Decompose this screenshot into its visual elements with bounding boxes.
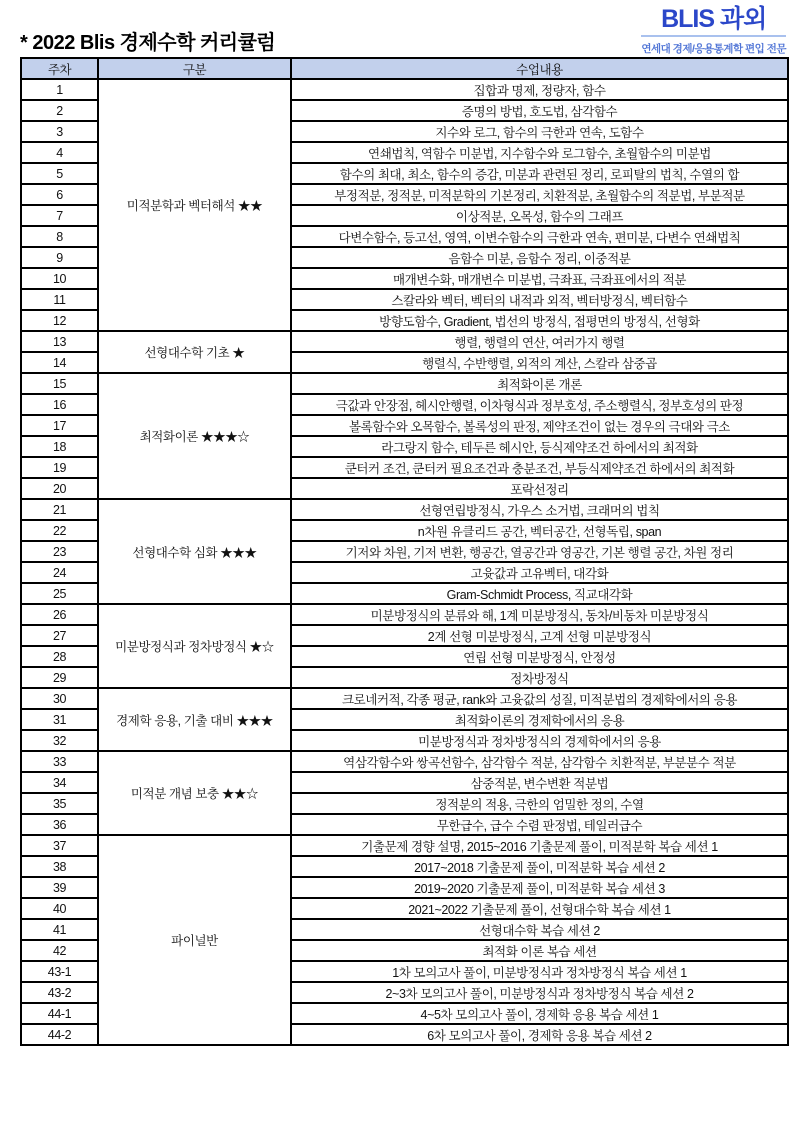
week-cell: 43-2 <box>21 982 98 1003</box>
category-cell: 미적분학과 벡터해석 ★★ <box>98 79 291 331</box>
week-cell: 10 <box>21 268 98 289</box>
category-cell: 선형대수학 기초 ★ <box>98 331 291 373</box>
content-cell: 스칼라와 벡터, 벡터의 내적과 외적, 벡터방정식, 벡터함수 <box>291 289 788 310</box>
content-cell: 기출문제 경향 설명, 2015~2016 기출문제 풀이, 미적분학 복습 세션 1 <box>291 835 788 856</box>
content-cell: Gram-Schmidt Process, 직교대각화 <box>291 583 788 604</box>
content-cell: 다변수함수, 등고선, 영역, 이변수함수의 극한과 연속, 편미분, 다변수 연쇄법칙 <box>291 226 788 247</box>
content-cell: 선형연립방정식, 가우스 소거법, 크래머의 법칙 <box>291 499 788 520</box>
content-cell: 미분방정식과 정차방정식의 경제학에서의 응용 <box>291 730 788 751</box>
content-cell: 6차 모의고사 풀이, 경제학 응용 복습 세션 2 <box>291 1024 788 1045</box>
week-cell: 44-2 <box>21 1024 98 1045</box>
content-cell: 포락선정리 <box>291 478 788 499</box>
content-cell: 극값과 안장점, 헤시안행렬, 이차형식과 정부호성, 주소행렬식, 정부호성의 판정 <box>291 394 788 415</box>
content-cell: 쿤터커 조건, 쿤터커 필요조건과 충분조건, 부등식제약조건 하에서의 최적화 <box>291 457 788 478</box>
content-cell: 볼록함수와 오목함수, 볼록성의 판정, 제약조건이 없는 경우의 극대와 극소 <box>291 415 788 436</box>
week-cell: 27 <box>21 625 98 646</box>
page-header <box>0 0 800 57</box>
content-cell: 지수와 로그, 함수의 극한과 연속, 도함수 <box>291 121 788 142</box>
week-cell: 33 <box>21 751 98 772</box>
week-cell: 29 <box>21 667 98 688</box>
week-cell: 20 <box>21 478 98 499</box>
content-cell: 행렬, 행렬의 연산, 여러가지 행렬 <box>291 331 788 352</box>
content-cell: 정적분의 적용, 극한의 엄밀한 정의, 수열 <box>291 793 788 814</box>
week-cell: 1 <box>21 79 98 100</box>
week-cell: 7 <box>21 205 98 226</box>
week-cell: 2 <box>21 100 98 121</box>
content-cell: 1차 모의고사 풀이, 미분방정식과 정차방정식 복습 세션 1 <box>291 961 788 982</box>
week-cell: 17 <box>21 415 98 436</box>
table-row <box>21 604 788 625</box>
week-cell: 44-1 <box>21 1003 98 1024</box>
table-header-row <box>21 58 788 79</box>
content-cell: 함수의 최대, 최소, 함수의 증감, 미분과 관련된 정리, 로피탈의 법칙, 수열의 합 <box>291 163 788 184</box>
table-row <box>21 499 788 520</box>
week-cell: 30 <box>21 688 98 709</box>
week-cell: 34 <box>21 772 98 793</box>
content-cell: 기저와 차원, 기저 변환, 행공간, 열공간과 영공간, 기본 행렬 공간, 차원 정리 <box>291 541 788 562</box>
week-cell: 31 <box>21 709 98 730</box>
brand-logo <box>641 6 786 56</box>
week-cell: 39 <box>21 877 98 898</box>
week-cell: 22 <box>21 520 98 541</box>
table-row <box>21 79 788 100</box>
curriculum-table <box>20 57 789 1046</box>
content-cell: 라그랑지 함수, 테두른 헤시안, 등식제약조건 하에서의 최적화 <box>291 436 788 457</box>
content-cell: 삼중적분, 변수변환 적분법 <box>291 772 788 793</box>
week-cell: 38 <box>21 856 98 877</box>
content-cell: 2~3차 모의고사 풀이, 미분방정식과 정차방정식 복습 세션 2 <box>291 982 788 1003</box>
week-cell: 4 <box>21 142 98 163</box>
week-cell: 11 <box>21 289 98 310</box>
week-cell: 6 <box>21 184 98 205</box>
content-cell: 행렬식, 수반행렬, 외적의 계산, 스칼라 삼중곱 <box>291 352 788 373</box>
page-title: * 2022 Blis 경제수학 커리큘럼 <box>20 32 276 54</box>
content-cell: 역삼각함수와 쌍곡선함수, 삼각함수 적분, 삼각함수 치환적분, 부분분수 적분 <box>291 751 788 772</box>
content-cell: 고윳값과 고유벡터, 대각화 <box>291 562 788 583</box>
table-row <box>21 688 788 709</box>
category-cell: 미분방정식과 정차방정식 ★☆ <box>98 604 291 688</box>
week-cell: 15 <box>21 373 98 394</box>
curriculum-table-body <box>21 79 788 1045</box>
table-row <box>21 835 788 856</box>
col-header-week: 주차 <box>21 58 98 79</box>
week-cell: 32 <box>21 730 98 751</box>
col-header-content: 수업내용 <box>291 58 788 79</box>
content-cell: 최적화이론 개론 <box>291 373 788 394</box>
week-cell: 14 <box>21 352 98 373</box>
category-cell: 미적분 개념 보충 ★★☆ <box>98 751 291 835</box>
week-cell: 28 <box>21 646 98 667</box>
brand-logo-text: BLIS 과외 <box>641 6 786 37</box>
week-cell: 21 <box>21 499 98 520</box>
week-cell: 36 <box>21 814 98 835</box>
table-row <box>21 751 788 772</box>
week-cell: 19 <box>21 457 98 478</box>
content-cell: n차원 유클리드 공간, 벡터공간, 선형독립, span <box>291 520 788 541</box>
week-cell: 25 <box>21 583 98 604</box>
category-cell: 최적화이론 ★★★☆ <box>98 373 291 499</box>
content-cell: 4~5차 모의고사 풀이, 경제학 응용 복습 세션 1 <box>291 1003 788 1024</box>
content-cell: 크로네커적, 각종 평균, rank와 고윳값의 성질, 미적분법의 경제학에서의 응용 <box>291 688 788 709</box>
content-cell: 이상적분, 오목성, 함수의 그래프 <box>291 205 788 226</box>
week-cell: 12 <box>21 310 98 331</box>
week-cell: 18 <box>21 436 98 457</box>
week-cell: 43-1 <box>21 961 98 982</box>
content-cell: 집합과 명제, 정량자, 함수 <box>291 79 788 100</box>
brand-tagline: 연세대 경제/응용통계학 편입 전문 <box>641 43 786 56</box>
week-cell: 13 <box>21 331 98 352</box>
week-cell: 40 <box>21 898 98 919</box>
week-cell: 26 <box>21 604 98 625</box>
content-cell: 음함수 미분, 음함수 정리, 이중적분 <box>291 247 788 268</box>
content-cell: 연립 선형 미분방정식, 안정성 <box>291 646 788 667</box>
content-cell: 2021~2022 기출문제 풀이, 선형대수학 복습 세션 1 <box>291 898 788 919</box>
content-cell: 무한급수, 급수 수렴 판정법, 테일러급수 <box>291 814 788 835</box>
week-cell: 42 <box>21 940 98 961</box>
col-header-category: 구분 <box>98 58 291 79</box>
category-cell: 선형대수학 심화 ★★★ <box>98 499 291 604</box>
content-cell: 증명의 방법, 호도법, 삼각함수 <box>291 100 788 121</box>
category-cell: 파이널반 <box>98 835 291 1045</box>
week-cell: 23 <box>21 541 98 562</box>
week-cell: 24 <box>21 562 98 583</box>
content-cell: 최적화이론의 경제학에서의 응용 <box>291 709 788 730</box>
week-cell: 41 <box>21 919 98 940</box>
content-cell: 정차방정식 <box>291 667 788 688</box>
week-cell: 3 <box>21 121 98 142</box>
content-cell: 2019~2020 기출문제 풀이, 미적분학 복습 세션 3 <box>291 877 788 898</box>
content-cell: 2017~2018 기출문제 풀이, 미적분학 복습 세션 2 <box>291 856 788 877</box>
week-cell: 16 <box>21 394 98 415</box>
week-cell: 5 <box>21 163 98 184</box>
table-row <box>21 373 788 394</box>
week-cell: 8 <box>21 226 98 247</box>
week-cell: 9 <box>21 247 98 268</box>
content-cell: 선형대수학 복습 세션 2 <box>291 919 788 940</box>
table-row <box>21 331 788 352</box>
category-cell: 경제학 응용, 기출 대비 ★★★ <box>98 688 291 751</box>
week-cell: 35 <box>21 793 98 814</box>
content-cell: 부정적분, 정적분, 미적분학의 기본정리, 치환적분, 초월함수의 적분법, 부분적분 <box>291 184 788 205</box>
content-cell: 최적화 이론 복습 세션 <box>291 940 788 961</box>
week-cell: 37 <box>21 835 98 856</box>
content-cell: 매개변수화, 매개변수 미분법, 극좌표, 극좌표에서의 적분 <box>291 268 788 289</box>
content-cell: 연쇄법칙, 역함수 미분법, 지수함수와 로그함수, 초월함수의 미분법 <box>291 142 788 163</box>
content-cell: 방향도함수, Gradient, 법선의 방정식, 접평면의 방정식, 선형화 <box>291 310 788 331</box>
content-cell: 미분방정식의 분류와 해, 1계 미분방정식, 동차/비동차 미분방정식 <box>291 604 788 625</box>
content-cell: 2계 선형 미분방정식, 고계 선형 미분방정식 <box>291 625 788 646</box>
